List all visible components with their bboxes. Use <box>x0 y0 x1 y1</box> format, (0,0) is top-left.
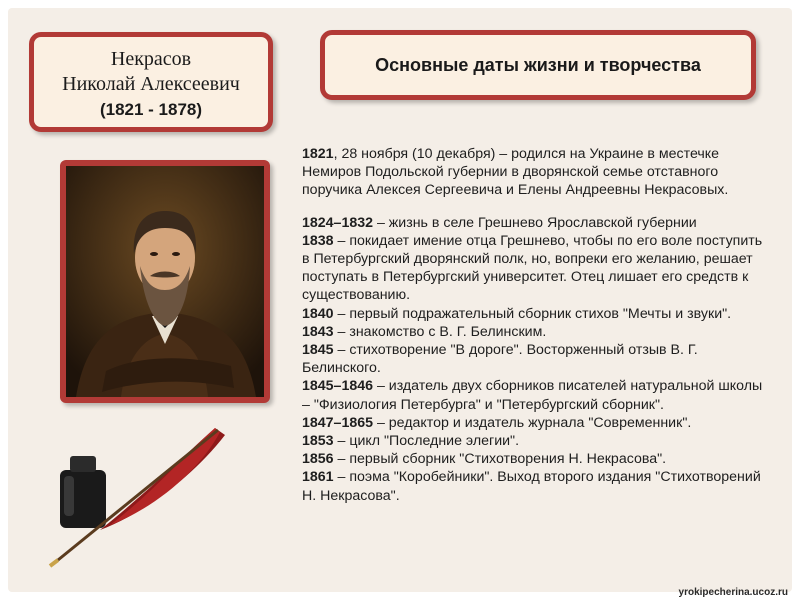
author-name-box <box>29 32 273 132</box>
timeline-entry: 1824–1832 – жизнь в селе Грешнево Ярославской губернии <box>302 214 697 231</box>
slide-title: Основные даты жизни и творчества <box>375 54 701 75</box>
timeline-entry: 1838 – покидает имение отца Грешнево, чтобы по его воле поступить в Петербургский дворянский полк, но, вопреки его желанию, решает поступать в Петербургский университет. Отец лишает его средств к существованию. <box>302 232 763 304</box>
timeline-entry: 1861 – поэма "Коробейники". Выход второго издания "Стихотворений Н. Некрасова". <box>302 469 761 504</box>
ink-and-quill-illustration <box>40 420 240 570</box>
timeline-entry: 1845 – стихотворение "В дороге". Восторженный отзыв В. Г. Белинского. <box>302 342 698 377</box>
timeline-entry: 1821, 28 ноября (10 декабря) – родился на Украине в местечке Немиров Подольской губернии в дворянской семье отставного поручика Алексея Сергеевича и Елены Андреевны Некрасовых. <box>302 146 729 199</box>
timeline-entry: 1853 – цикл "Последние элегии". <box>302 433 520 450</box>
author-surname: Некрасов <box>110 48 192 70</box>
timeline-entry: 1847–1865 – редактор и издатель журнала "Современник". <box>302 414 692 431</box>
timeline-entry: 1856 – первый сборник "Стихотворения Н. Некрасова". <box>302 451 667 468</box>
timeline-entry: 1845–1846 – издатель двух сборников писателей натуральной школы – "Физиология Петербурга" и "Петербургский сборник". <box>302 378 763 413</box>
timeline-entry: 1840 – первый подражательный сборник стихов "Мечты и звуки". <box>302 305 732 322</box>
author-given-names: Николай Алексеевич <box>62 73 240 95</box>
portrait-image <box>66 166 264 397</box>
timeline-list <box>302 145 772 505</box>
author-life-years: (1821 - 1878) <box>99 100 203 119</box>
portrait-frame <box>60 160 270 403</box>
inkwell-icon <box>60 456 106 528</box>
timeline-entry: 1843 – знакомство с В. Г. Белинским. <box>302 323 547 340</box>
site-watermark: yrokipecherina.ucoz.ru <box>678 587 788 598</box>
slide-title-box <box>320 30 756 100</box>
